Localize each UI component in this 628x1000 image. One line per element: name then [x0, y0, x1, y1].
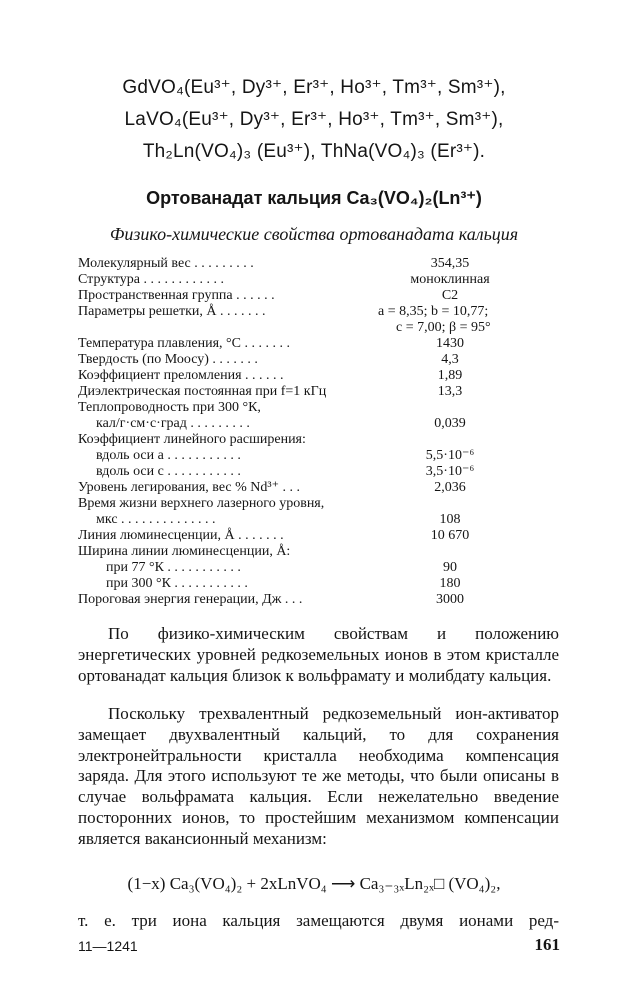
property-value: 180: [439, 576, 461, 591]
property-value: 3000: [436, 592, 464, 607]
property-label: при 77 °К . . . . . . . . . . .: [106, 560, 241, 575]
property-value: 90: [443, 560, 457, 575]
property-label: Структура . . . . . . . . . . . .: [78, 272, 225, 287]
formula-thorium-compounds: Th₂Ln(VO₄)₃ (Eu³⁺), ThNa(VO₄)₃ (Er³⁺).: [142, 141, 486, 162]
property-label: Линия люминесценции, Å . . . . . . .: [78, 528, 284, 543]
property-value: 0,039: [434, 416, 466, 431]
property-value: 13,3: [437, 384, 463, 399]
property-value: 1430: [436, 336, 464, 351]
continuation-line: т. е. три иона кальция замещаются двумя ионами ред-: [78, 911, 559, 930]
formula-lavo4: LaVO₄(Eu³⁺, Dy³⁺, Er³⁺, Ho³⁺, Tm³⁺, Sm³⁺),: [124, 109, 504, 130]
property-label: кал/г·см·с·град . . . . . . . . .: [96, 416, 250, 431]
property-label: вдоль оси c . . . . . . . . . . .: [96, 464, 241, 479]
property-value: 108: [439, 512, 461, 527]
property-label: при 300 °К . . . . . . . . . . .: [106, 576, 248, 591]
property-label: Пространственная группа . . . . . .: [78, 288, 275, 303]
property-label: мкс . . . . . . . . . . . . . .: [96, 512, 216, 527]
property-label: Теплопроводность при 300 °К,: [78, 400, 261, 415]
property-label: Коэффициент преломления . . . . . .: [78, 368, 284, 383]
property-label: Температура плавления, °С . . . . . . .: [78, 336, 290, 351]
property-label: Ширина линии люминесценции, Å:: [78, 544, 291, 559]
property-label: Уровень легирования, вес % Nd³⁺ . . .: [78, 480, 300, 495]
property-value: 2,036: [434, 480, 466, 495]
property-label: Пороговая энергия генерации, Дж . . .: [78, 592, 303, 607]
property-label: Параметры решетки, Å . . . . . . .: [78, 304, 266, 319]
property-value: 3,5·10⁻⁶: [425, 464, 475, 479]
table-title: Физико-химические свойства ортованадата кальция: [109, 224, 519, 244]
property-value: 5,5·10⁻⁶: [425, 448, 475, 463]
property-value: 1,89: [437, 368, 463, 383]
property-label: вдоль оси a . . . . . . . . . . .: [96, 448, 241, 463]
property-value: 10 670: [430, 528, 470, 543]
page-number: 161: [534, 935, 560, 954]
paragraph: По физико-химическим свойствам и положению энергетических уровней редкоземельных ионов в этом кристалле ортованадат кальция близок к вольфрамату и молибдату кальция.: [78, 624, 559, 685]
property-value: c = 7,00; β = 95°: [396, 320, 491, 335]
printer-signature: 11—1241: [78, 938, 138, 954]
paragraph: Поскольку трехвалентный редкоземельный ион-активатор замещает двухвалентный кальций, то для сохранения электронейтральности кристалла необходима компенсация заряда. Для этого используют те же методы, что были описаны в случае вольфрамата кальция. Если нежелательно введение посторонних ионов, то простейшим механизмом компенсации является вакансионный механизм:: [78, 704, 559, 848]
property-label: Коэффициент линейного расширения:: [78, 432, 306, 447]
property-label: Молекулярный вес . . . . . . . . .: [78, 256, 254, 271]
formula-gdvo4: GdVO₄(Eu³⁺, Dy³⁺, Er³⁺, Ho³⁺, Tm³⁺, Sm³⁺),: [122, 77, 506, 98]
property-value: a = 8,35; b = 10,77;: [378, 304, 489, 319]
property-label: Диэлектрическая постоянная при f=1 кГц: [78, 384, 327, 399]
chemical-equation: (1−x) Ca₃(VO₄)₂ + 2xLnVO₄ ⟶ Ca₃₋₃ₓLn₂ₓ□ (VO₄)₂,: [127, 874, 501, 893]
property-value: C2: [441, 288, 459, 303]
property-value: 354,35: [430, 256, 470, 271]
property-value: 4,3: [441, 352, 459, 367]
property-value: моноклинная: [410, 272, 490, 287]
property-label: Время жизни верхнего лазерного уровня,: [78, 496, 325, 511]
property-label: Твердость (по Моосу) . . . . . . .: [78, 352, 258, 367]
section-title: Ортованадат кальция Ca₃(VO₄)₂(Ln³⁺): [146, 188, 482, 208]
